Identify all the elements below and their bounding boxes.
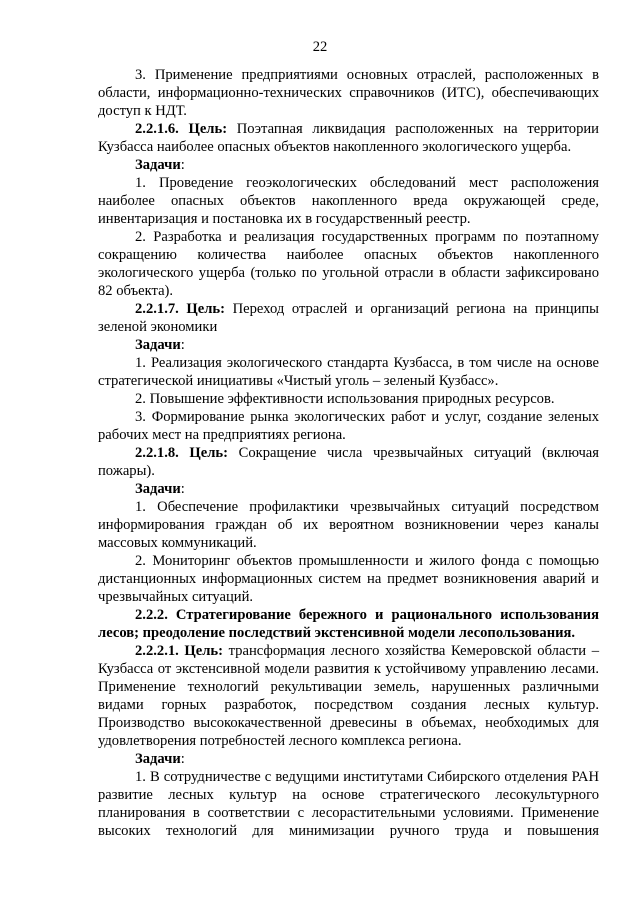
goal-paragraph: 2.2.1.8. Цель: Сокращение числа чрезвычайных ситуаций (включая пожары). <box>98 445 599 479</box>
goal-paragraph: 2.2.1.7. Цель: Переход отраслей и организаций региона на принципы зеленой экономики <box>98 301 599 335</box>
tasks-heading: Задачи: <box>135 751 185 767</box>
goal-paragraph: 2.2.1.6. Цель: Поэтапная ликвидация расположенных на территории Кузбасса наиболее опасных объектов накопленного экологического ущерба. <box>98 121 599 155</box>
goal-paragraph: 2.2.2.1. Цель: трансформация лесного хозяйства Кемеровской области – Кузбасса от экстенсивной модели развития к устойчивому управлению лесами. Применение технологий рекультивации земель, нарушенных различными видами горных разработок, посредством создания лесных культур. Производство высококачественной древесины в объемах, необходимых для удовлетворения потребностей лесного комплекса региона. <box>98 643 599 749</box>
paragraph: 1. Проведение геоэкологических обследований мест расположения наиболее опасных объектов накопленного вреда окружающей среде, инвентаризация и постановка их в государственный реестр. <box>98 175 599 227</box>
page-number: 22 <box>312 39 328 55</box>
paragraph: 1. Обеспечение профилактики чрезвычайных ситуаций посредством информирования граждан об их вероятном возникновении через каналы массовых коммуникаций. <box>98 499 599 551</box>
paragraph: 1. Реализация экологического стандарта Кузбасса, в том числе на основе стратегической инициативы «Чистый уголь – зеленый Кузбасс». <box>98 355 599 389</box>
paragraph: 3. Формирование рынка экологических работ и услуг, создание зеленых рабочих мест на предприятиях региона. <box>98 409 599 443</box>
section-heading: 2.2.2. Стратегирование бережного и рационального использования лесов; преодоление последствий экстенсивной модели лесопользования. <box>98 607 599 641</box>
goal-heading: 2.2.1.6. Цель: <box>135 121 228 137</box>
paragraph: 2. Мониторинг объектов промышленности и жилого фонда с помощью дистанционных информационных систем на предмет возникновения аварий и чрезвычайных ситуаций. <box>98 553 599 605</box>
goal-heading: 2.2.1.8. Цель: <box>135 445 228 461</box>
paragraph: 1. В сотрудничестве с ведущими институтами Сибирского отделения РАН развитие лесных культур на основе стратегического лесокультурного планирования в соответствии с лесорастительными условиями. Применение высоких технологий для минимизации ручного труда и повышения <box>98 769 599 839</box>
goal-heading: 2.2.2.1. Цель: <box>135 643 223 659</box>
tasks-heading: Задачи: <box>135 337 185 353</box>
goal-heading: 2.2.1.7. Цель: <box>135 301 225 317</box>
paragraph: 2. Разработка и реализация государственных программ по поэтапному сокращению количества наиболее опасных объектов накопленного экологического ущерба (только по угольной отрасли в области зафиксировано 82 объекта). <box>98 229 599 299</box>
document-body <box>98 66 599 840</box>
tasks-heading: Задачи: <box>135 481 185 497</box>
paragraph: 2. Повышение эффективности использования природных ресурсов. <box>135 391 555 407</box>
paragraph: 3. Применение предприятиями основных отраслей, расположенных в области, информационно-технических справочников (ИТС), обеспечивающих доступ к НДТ. <box>98 67 599 119</box>
tasks-heading: Задачи: <box>135 157 185 173</box>
